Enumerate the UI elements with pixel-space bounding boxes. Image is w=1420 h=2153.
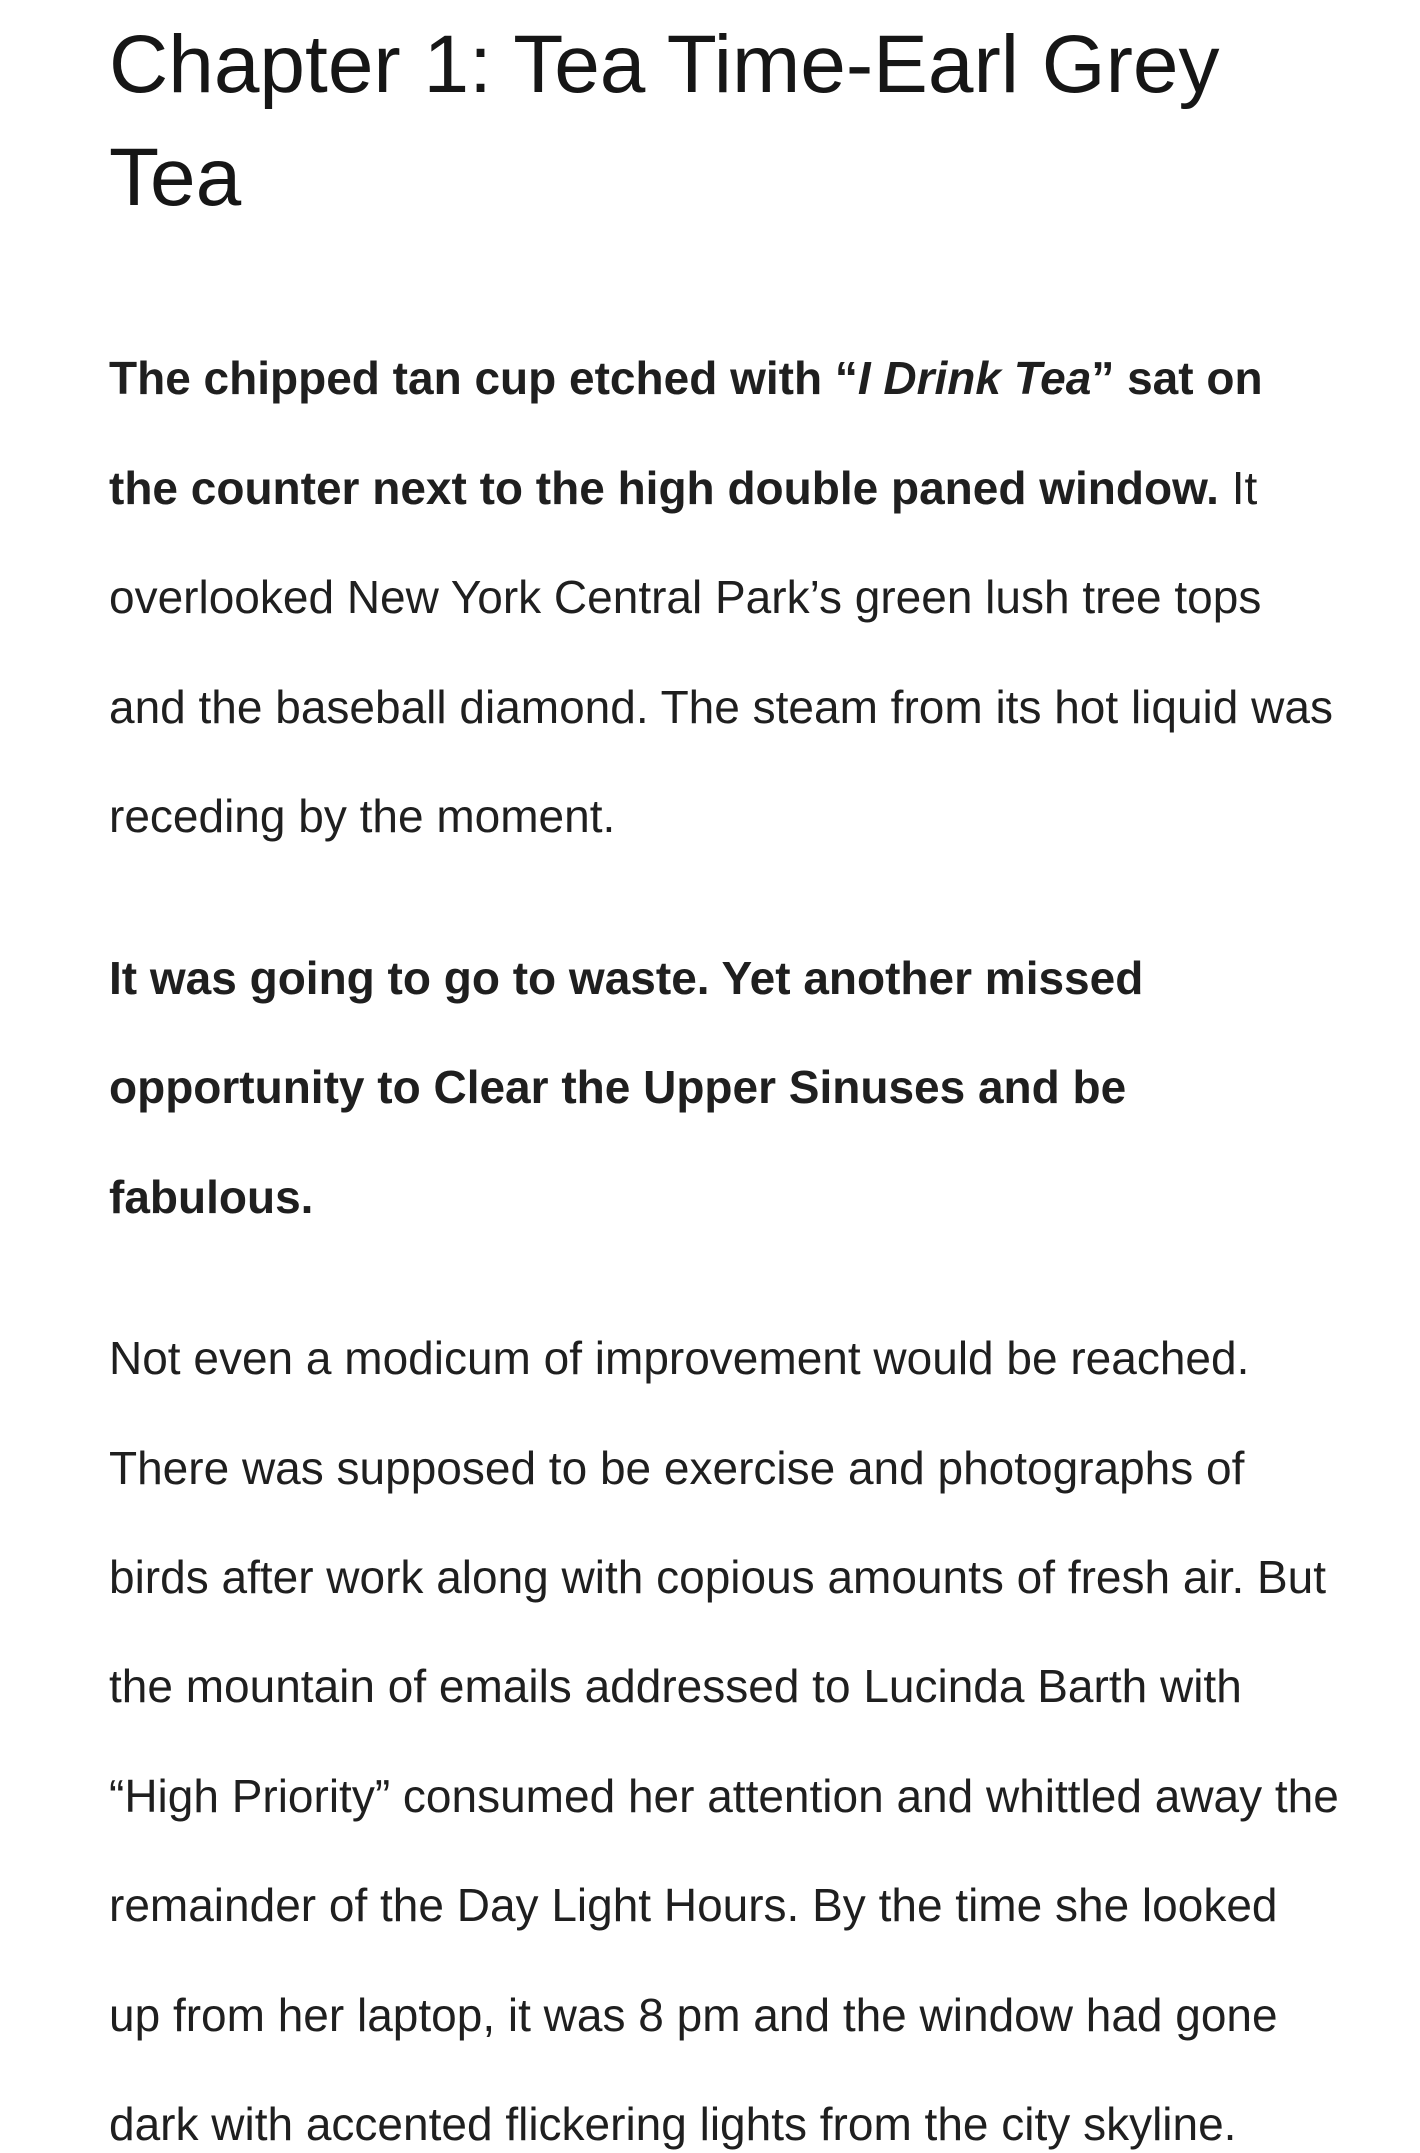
text-segment: Not even a modicum of improvement would be reached. There was supposed to be exercise and photographs of birds after work along with copious amounts of fresh air. But the mountain of emails addressed to Lucinda Barth with “High Priority” consumed her attention and whittled away the remainder of the Day Light Hours. By the time she looked up from her laptop, it was 8 pm and the window had gone dark with accented flickering lights from the city skyline. [109, 1332, 1339, 2151]
chapter-title: Chapter 1: Tea Time-Earl Grey Tea [109, 19, 1220, 224]
text-segment-bold: ” sat on the counter next to the high double paned window. [109, 352, 1263, 514]
paragraph-2 [109, 924, 1340, 1252]
text-segment: It overlooked New York Central Park’s green lush tree tops and the baseball diamond. The steam from its hot liquid was receding by the moment. [109, 461, 1333, 843]
paragraph-1 [109, 324, 1340, 871]
text-segment-bold: It was going to go to waste. Yet another missed opportunity to Clear the Upper Sinuses and be fabulous. [109, 951, 1144, 1223]
paragraph-3 [109, 1304, 1340, 2153]
text-segment-bold: The chipped tan cup etched with “ [109, 352, 858, 405]
chapter-article [109, 0, 1340, 2153]
text-segment-bold-italic: I Drink Tea [857, 352, 1092, 405]
